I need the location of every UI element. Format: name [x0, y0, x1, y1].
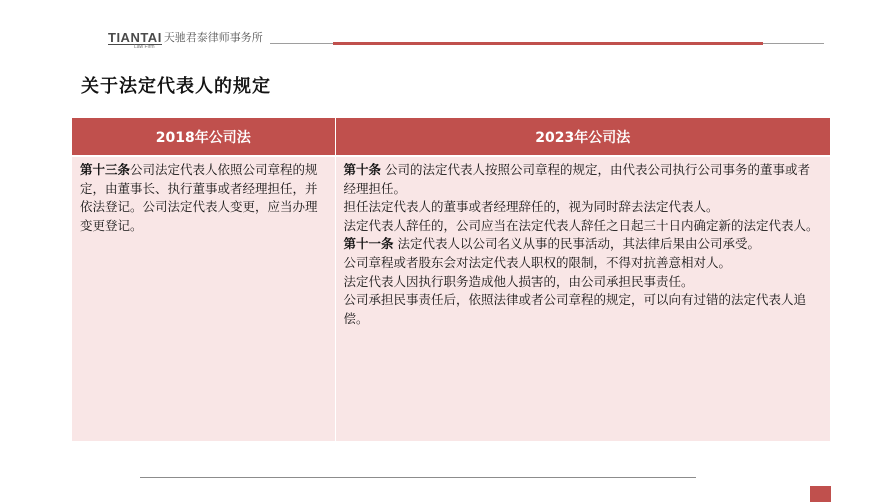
header-accent-bar	[333, 42, 763, 45]
article-text: 公司法定代表人依照公司章程的规定，由董事长、执行董事或者经理担任，并依法登记。公司法定代表人变更，应当办理变更登记。	[80, 162, 318, 233]
table-header-row	[72, 118, 830, 156]
article-label: 第十一条	[343, 236, 394, 252]
footer-divider	[140, 477, 696, 478]
paragraph: 担任法定代表人的董事或者经理辞任的，视为同时辞去法定代表人。	[343, 199, 719, 215]
table-row	[72, 156, 830, 441]
article-text: 公司的法定代表人按照公司章程的规定，由代表公司执行公司事务的董事或者经理担任。	[343, 162, 810, 196]
article-10-2023	[344, 161, 823, 198]
header-2023: 2023年公司法	[335, 118, 830, 156]
firm-name: 天驰君泰律师事务所	[163, 31, 263, 44]
logo-mark: TIANTAI	[108, 30, 162, 45]
article-13-2018	[80, 161, 327, 235]
paragraph: 公司章程或者股东会对法定代表人职权的限制，不得对抗善意相对人。	[343, 254, 732, 270]
comparison-table	[72, 118, 830, 441]
header-2018: 2018年公司法	[72, 118, 335, 156]
article-text: 法定代表人以公司名义从事的民事活动，其法律后果由公司承受。	[393, 236, 760, 252]
article-label: 第十三条	[80, 162, 131, 177]
slide-title: 关于法定代表人的规定	[81, 76, 271, 97]
corner-accent	[810, 486, 831, 502]
cell-2023	[335, 156, 830, 441]
paragraph: 法定代表人辞任的，公司应当在法定代表人辞任之日起三十日内确定新的法定代表人。	[343, 217, 819, 233]
logo-subtitle: Law Firm	[134, 44, 155, 50]
cell-2018	[72, 156, 335, 441]
firm-logo	[108, 30, 263, 50]
article-11-2023	[344, 235, 823, 254]
paragraph: 公司承担民事责任后，依照法律或者公司章程的规定，可以向有过错的法定代表人追偿。	[343, 292, 807, 326]
paragraph: 法定代表人因执行职务造成他人损害的，由公司承担民事责任。	[343, 273, 694, 289]
article-label: 第十条	[343, 162, 382, 177]
